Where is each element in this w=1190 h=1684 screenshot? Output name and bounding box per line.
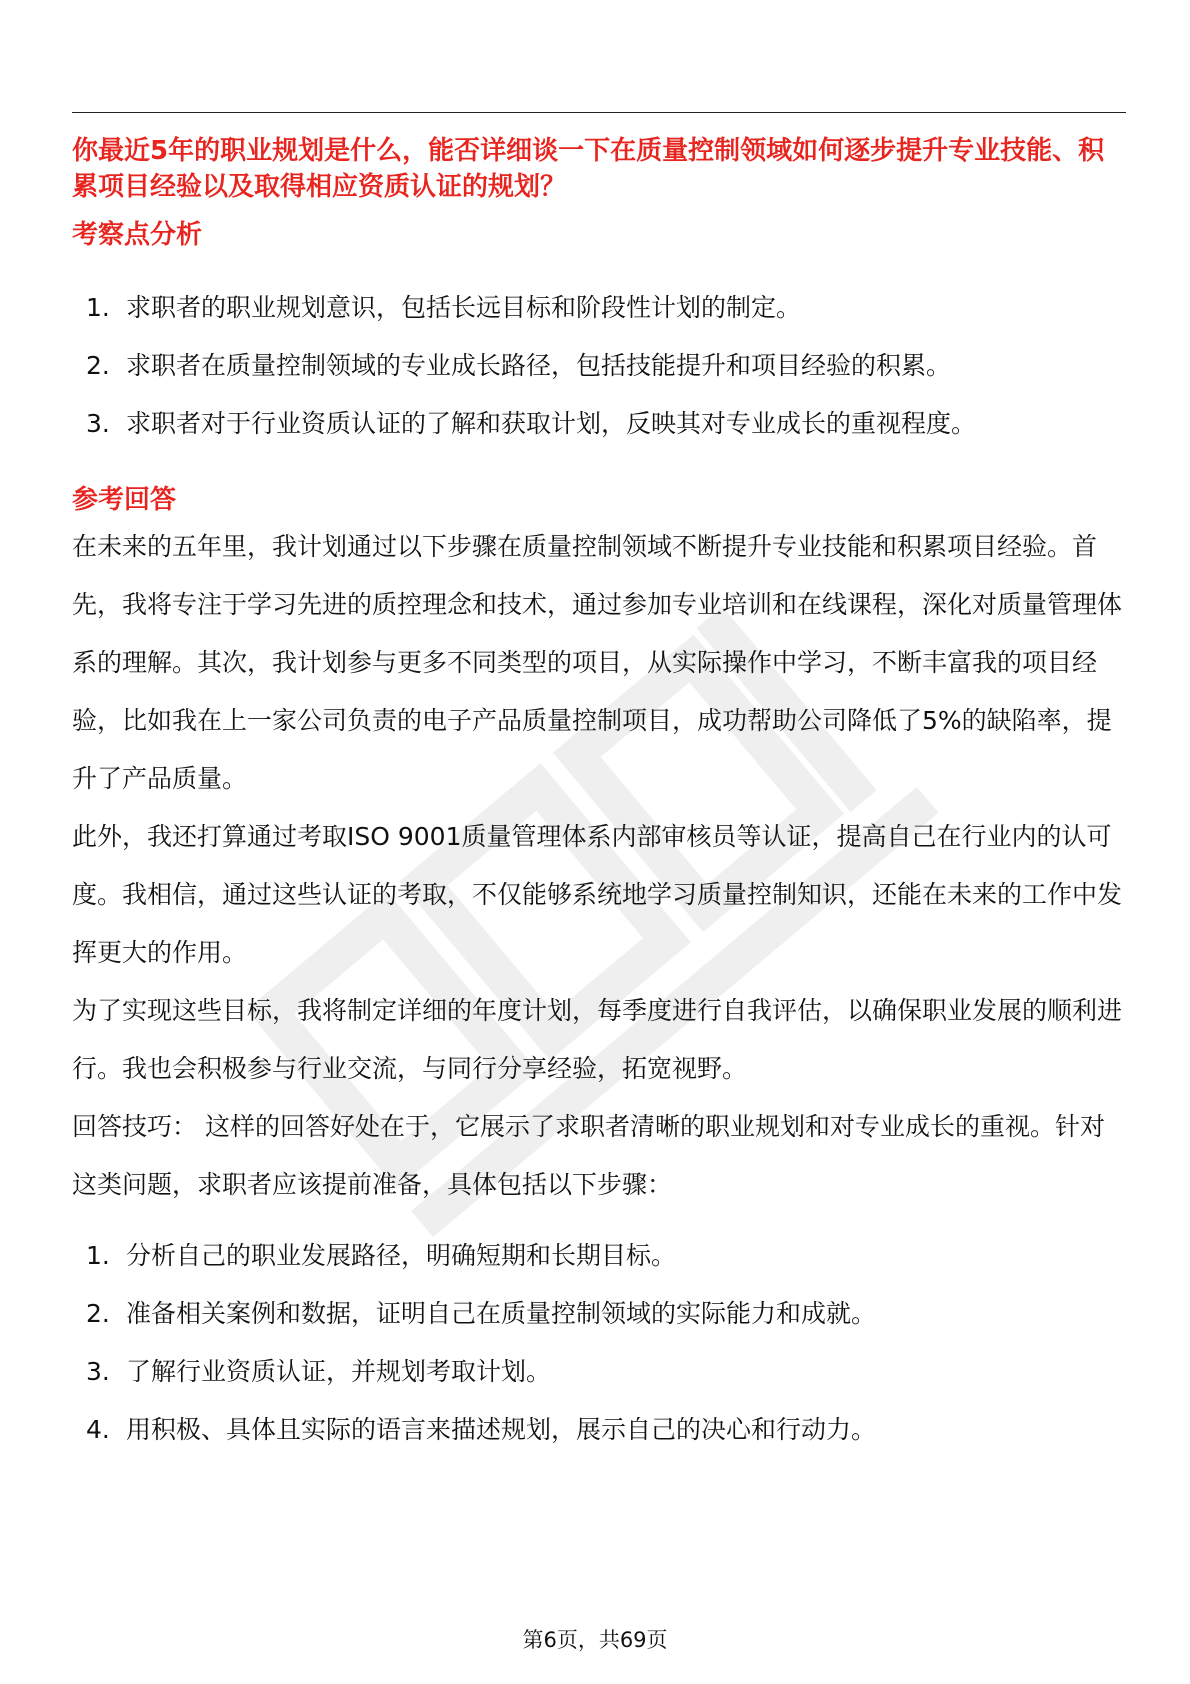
- list-item: [72, 279, 1126, 337]
- analysis-list: [72, 279, 1126, 453]
- list-item-text: 了解行业资质认证，并规划考取计划。: [126, 1357, 552, 1386]
- list-item-text: 求职者的职业规划意识，包括长远目标和阶段性计划的制定。: [126, 293, 802, 322]
- list-item-text: 求职者对于行业资质认证的了解和获取计划，反映其对专业成长的重视程度。: [126, 409, 977, 438]
- list-item-text: 准备相关案例和数据，证明自己在质量控制领域的实际能力和成就。: [126, 1299, 877, 1328]
- list-item-text: 求职者在质量控制领域的专业成长路径，包括技能提升和项目经验的积累。: [126, 351, 952, 380]
- list-item-number: 2.: [86, 1299, 110, 1328]
- page-number-footer: 第6页，共69页: [522, 1628, 668, 1652]
- list-item-text: 用积极、具体且实际的语言来描述规划，展示自己的决心和行动力。: [126, 1415, 877, 1444]
- analysis-section-title: 考察点分析: [72, 220, 203, 250]
- list-item: [72, 1227, 1126, 1285]
- list-item-text: 分析自己的职业发展路径，明确短期和长期目标。: [126, 1241, 677, 1270]
- list-item: [72, 1285, 1126, 1343]
- list-item-number: 3.: [86, 409, 110, 438]
- answer-paragraph: 在未来的五年里，我计划通过以下步骤在质量控制领域不断提升专业技能和积累项目经验。首先，我将专注于学习先进的质控理念和技术，通过参加专业培训和在线课程，深化对质量管理体系的理解。其次，我计划参与更多不同类型的项目，从实际操作中学习，不断丰富我的项目经验，比如我在上一家公司负责的电子产品质量控制项目，成功帮助公司降低了5%的缺陷率，提升了产品质量。: [72, 532, 1123, 793]
- tips-paragraph: 回答技巧： 这样的回答好处在于，它展示了求职者清晰的职业规划和对专业成长的重视。针对这类问题，求职者应该提前准备，具体包括以下步骤：: [72, 1112, 1105, 1199]
- top-divider: [72, 112, 1126, 113]
- list-item: [72, 337, 1126, 395]
- answer-paragraph: 此外，我还打算通过考取ISO 9001质量管理体系内部审核员等认证，提高自己在行业内的认可度。我相信，通过这些认证的考取，不仅能够系统地学习质量控制知识，还能在未来的工作中发挥更大的作用。: [72, 822, 1123, 967]
- list-item-number: 1.: [86, 293, 110, 322]
- answer-paragraph: 为了实现这些目标，我将制定详细的年度计划，每季度进行自我评估，以确保职业发展的顺利进行。我也会积极参与行业交流，与同行分享经验，拓宽视野。: [72, 996, 1123, 1083]
- list-item: [72, 395, 1126, 453]
- document-body: [72, 133, 1126, 1459]
- question-heading: 你最近5年的职业规划是什么，能否详细谈一下在质量控制领域如何逐步提升专业技能、积累项目经验以及取得相应资质认证的规划？: [72, 136, 1105, 202]
- answer-section-title: 参考回答: [72, 485, 177, 515]
- list-item-number: 2.: [86, 351, 110, 380]
- list-item: [72, 1343, 1126, 1401]
- list-item-number: 4.: [86, 1415, 110, 1444]
- list-item-number: 3.: [86, 1357, 110, 1386]
- list-item: [72, 1401, 1126, 1459]
- list-item-number: 1.: [86, 1241, 110, 1270]
- tips-list: [72, 1227, 1126, 1459]
